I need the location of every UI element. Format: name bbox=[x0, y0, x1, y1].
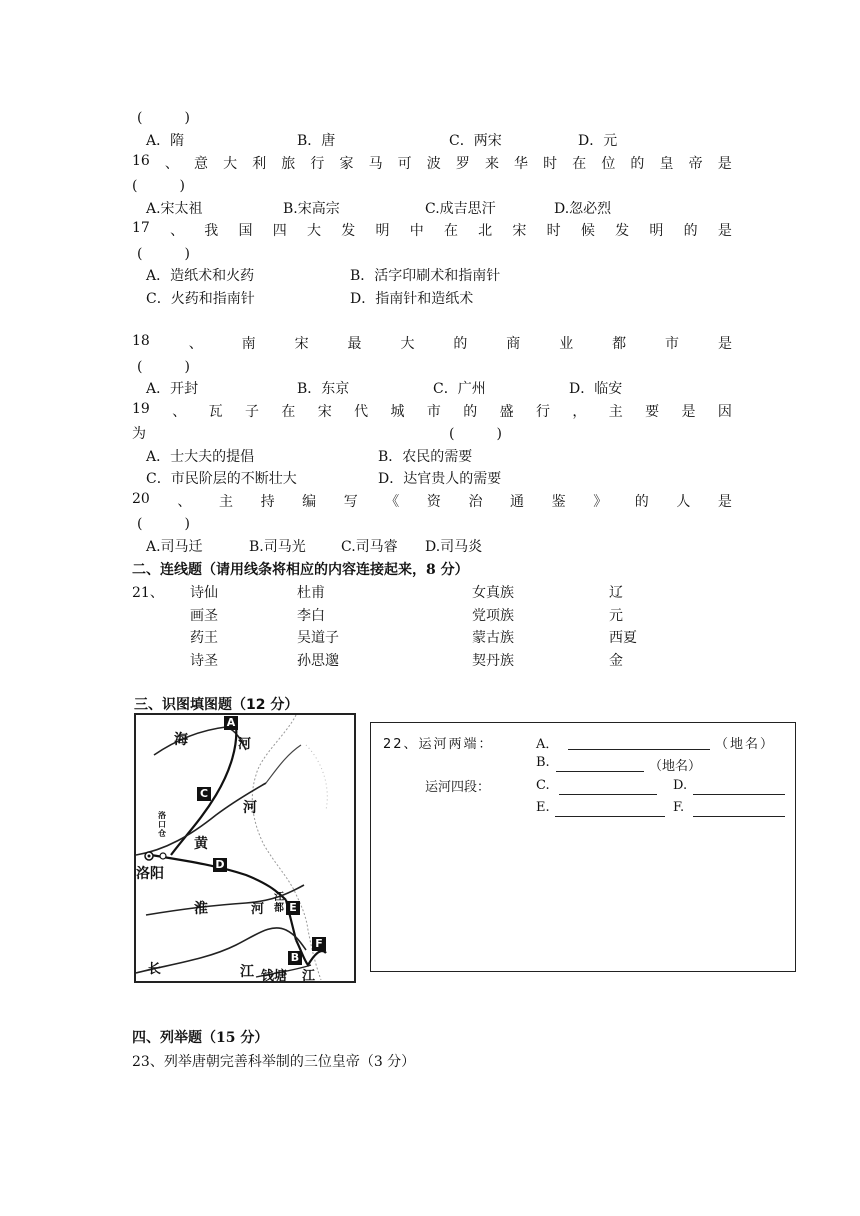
map-label-luoyang: 洛阳 bbox=[136, 866, 164, 882]
q22-four-sections: 运河四段： bbox=[425, 780, 491, 795]
map-marker-e: E bbox=[286, 901, 300, 915]
q15-option-b: B．唐 bbox=[297, 133, 336, 149]
match-col3-item: 契丹族 bbox=[472, 653, 514, 669]
q22-a-label: A． bbox=[536, 737, 559, 752]
q22-b-label: B. bbox=[536, 755, 550, 770]
match-col2-item: 吴道子 bbox=[297, 630, 339, 646]
q22-a-blank[interactable] bbox=[568, 735, 710, 750]
stem-char: 最 bbox=[347, 336, 362, 352]
q19-option-c: C．市民阶层的不断壮大 bbox=[146, 471, 297, 487]
luoyang-marker-dot bbox=[148, 855, 151, 858]
stem-char: 发 bbox=[341, 223, 356, 239]
q22-f-label: F. bbox=[673, 800, 685, 815]
stem-char: 四 bbox=[272, 223, 287, 239]
stem-char: 16 bbox=[132, 153, 150, 169]
q22-c-label: C. bbox=[536, 778, 550, 793]
stem-char: 帝 bbox=[688, 156, 703, 172]
q16-paren: ( ) bbox=[132, 178, 185, 194]
q18-option-b: B．东京 bbox=[297, 381, 350, 397]
map-label-he: 河 bbox=[238, 737, 252, 752]
q16-option-c: C.成吉思汗 bbox=[425, 201, 496, 217]
q18-option-c: C．广州 bbox=[433, 381, 486, 397]
section2-title: 二、连线题（请用线条将相应的内容连接起来，8 分） bbox=[132, 562, 469, 578]
stem-char: 是 bbox=[717, 494, 732, 510]
match-col2-item: 李白 bbox=[297, 608, 325, 624]
q18-option-d: D．临安 bbox=[569, 381, 623, 397]
match-col4-item: 西夏 bbox=[609, 630, 637, 646]
stem-char: 因 bbox=[717, 404, 732, 420]
stem-char: 家 bbox=[339, 156, 354, 172]
q19-option-a: A．士大夫的提倡 bbox=[146, 449, 255, 465]
q17-stem bbox=[132, 220, 732, 240]
stem-char: 马 bbox=[368, 156, 383, 172]
match-col1-item: 诗圣 bbox=[190, 653, 218, 669]
q19-stem-continued: 为 bbox=[132, 426, 146, 442]
q18-stem bbox=[132, 333, 732, 353]
stem-char: 宋 bbox=[317, 404, 332, 420]
q20-option-b: B.司马光 bbox=[249, 539, 306, 555]
q19-option-b: B．农民的需要 bbox=[378, 449, 473, 465]
map-label-huai: 淮 bbox=[194, 901, 208, 917]
stem-char: 鉴 bbox=[551, 494, 566, 510]
q22-lead: 22、运河两端： bbox=[383, 737, 494, 752]
q15-option-d: D．元 bbox=[578, 133, 618, 149]
q20-option-a: A.司马迁 bbox=[146, 539, 203, 555]
stem-char: 是 bbox=[681, 404, 696, 420]
stem-char: 国 bbox=[238, 223, 253, 239]
q22-answer-box bbox=[370, 722, 796, 972]
stem-char: 候 bbox=[580, 223, 595, 239]
stem-char: 华 bbox=[514, 156, 529, 172]
stem-char: 行 bbox=[535, 404, 550, 420]
map-label-jiang: 江 bbox=[302, 969, 316, 984]
map-label-qiantang: 钱塘 bbox=[261, 969, 288, 984]
q17-option-c: C．火药和指南针 bbox=[146, 291, 255, 307]
q17-option-a: A．造纸术和火药 bbox=[146, 268, 255, 284]
stem-char: 通 bbox=[510, 494, 525, 510]
match-col1-item: 诗仙 bbox=[190, 585, 218, 601]
q20-stem bbox=[132, 491, 732, 511]
q20-option-d: D.司马炎 bbox=[425, 539, 483, 555]
stem-char: 位 bbox=[601, 156, 616, 172]
stem-char: 南 bbox=[241, 336, 256, 352]
stem-char: 大 bbox=[223, 156, 238, 172]
q22-f-blank[interactable] bbox=[693, 802, 785, 817]
match-col1-item: 画圣 bbox=[190, 608, 218, 624]
q22-d-blank[interactable] bbox=[693, 780, 785, 795]
stem-char: 利 bbox=[252, 156, 267, 172]
stem-char: 是 bbox=[717, 336, 732, 352]
q22-e-blank[interactable] bbox=[555, 802, 665, 817]
stem-char: 持 bbox=[260, 494, 275, 510]
stem-char: 都 bbox=[612, 336, 627, 352]
stem-char: 19 bbox=[132, 401, 150, 417]
match-col2-item: 杜甫 bbox=[297, 585, 325, 601]
stem-char: 我 bbox=[204, 223, 219, 239]
stem-char: 在 bbox=[443, 223, 458, 239]
section3-title: 三、识图填图题（12 分） bbox=[134, 697, 299, 713]
stem-char: 中 bbox=[409, 223, 424, 239]
q23-text: 23、列举唐朝完善科举制的三位皇帝（3 分） bbox=[132, 1054, 416, 1070]
grand-canal-map bbox=[134, 713, 356, 983]
stem-char: 明 bbox=[649, 223, 664, 239]
q18-option-a: A．开封 bbox=[146, 381, 199, 397]
stem-char: 的 bbox=[453, 336, 468, 352]
stem-char: 行 bbox=[310, 156, 325, 172]
stem-char: 时 bbox=[546, 223, 561, 239]
stem-char: 代 bbox=[354, 404, 369, 420]
coastline bbox=[252, 715, 321, 980]
stem-char: 市 bbox=[426, 404, 441, 420]
stem-char: 明 bbox=[375, 223, 390, 239]
stem-char: 要 bbox=[645, 404, 660, 420]
q22-c-blank[interactable] bbox=[559, 780, 657, 795]
yellow-river-mouth bbox=[266, 745, 301, 783]
q16-option-b: B.宋高宗 bbox=[283, 201, 340, 217]
stem-char: 市 bbox=[665, 336, 680, 352]
stem-char: 来 bbox=[484, 156, 499, 172]
q16-option-d: D.忽必烈 bbox=[554, 201, 612, 217]
stem-char: 时 bbox=[543, 156, 558, 172]
stem-char: 在 bbox=[572, 156, 587, 172]
map-marker-d: D bbox=[213, 858, 227, 872]
stem-char: 18 bbox=[132, 333, 150, 349]
q22-b-suffix: （地名） bbox=[649, 759, 702, 774]
stem-char: 资 bbox=[426, 494, 441, 510]
q16-stem bbox=[132, 153, 732, 173]
stem-char: 宋 bbox=[294, 336, 309, 352]
stem-char: 宋 bbox=[512, 223, 527, 239]
match-col4-item: 元 bbox=[609, 608, 623, 624]
stem-char: 业 bbox=[559, 336, 574, 352]
stem-char: 皇 bbox=[659, 156, 674, 172]
stem-char: 、 bbox=[170, 223, 185, 239]
stem-char: 瓦 bbox=[208, 404, 223, 420]
luokoucang-marker bbox=[160, 853, 166, 859]
stem-char: 北 bbox=[478, 223, 493, 239]
map-label-luokoucang: 洛口仓 bbox=[158, 810, 166, 838]
stem-char: 的 bbox=[463, 404, 478, 420]
coastline bbox=[306, 745, 327, 810]
q19-paren: ( ) bbox=[449, 426, 502, 442]
stem-char: 盛 bbox=[499, 404, 514, 420]
stem-char: 大 bbox=[307, 223, 321, 239]
q19-stem bbox=[132, 401, 732, 421]
stem-char: 编 bbox=[302, 494, 317, 510]
stem-char: 、 bbox=[164, 156, 179, 172]
stem-char: 大 bbox=[400, 336, 415, 352]
map-label-huang: 黄 bbox=[194, 836, 208, 852]
stem-char: 子 bbox=[244, 404, 259, 420]
stem-char: 意 bbox=[194, 156, 209, 172]
map-label-chang: 长 bbox=[148, 962, 162, 977]
stem-char: 治 bbox=[468, 494, 483, 510]
stem-char: 城 bbox=[390, 404, 405, 420]
stem-char: 写 bbox=[343, 494, 358, 510]
section4-title: 四、列举题（15 分） bbox=[132, 1030, 269, 1046]
q15-option-c: C．两宋 bbox=[449, 133, 502, 149]
q20-paren: ( ) bbox=[137, 516, 190, 532]
map-label-he: 河 bbox=[251, 902, 265, 917]
match-col3-item: 党项族 bbox=[472, 608, 514, 624]
map-label-hai: 海 bbox=[174, 732, 188, 748]
match-col4-item: 金 bbox=[609, 653, 623, 669]
q19-option-d: D．达官贵人的需要 bbox=[378, 471, 502, 487]
hai-river bbox=[154, 727, 246, 755]
stem-char: 的 bbox=[630, 156, 645, 172]
map-label-he: 河 bbox=[243, 800, 257, 816]
match-col2-item: 孙思邈 bbox=[297, 653, 339, 669]
stem-char: 人 bbox=[676, 494, 691, 510]
stem-char: ， bbox=[572, 404, 587, 420]
q22-b-blank[interactable] bbox=[556, 757, 644, 772]
match-col3-item: 女真族 bbox=[472, 585, 514, 601]
stem-char: 、 bbox=[177, 494, 192, 510]
match-col1-item: 药王 bbox=[190, 630, 218, 646]
map-marker-f: F bbox=[312, 937, 326, 951]
stem-char: 、 bbox=[172, 404, 187, 420]
map-label-jiang: 江 bbox=[240, 964, 254, 980]
stem-char: 主 bbox=[218, 494, 233, 510]
stem-char: 》 bbox=[593, 494, 608, 510]
q17-option-b: B．活字印刷术和指南针 bbox=[350, 268, 501, 284]
stem-char: 商 bbox=[506, 336, 521, 352]
match-col4-item: 辽 bbox=[609, 585, 623, 601]
stem-char: 的 bbox=[634, 494, 649, 510]
match-col3-item: 蒙古族 bbox=[472, 630, 514, 646]
q15-paren: ( ) bbox=[137, 110, 190, 126]
stem-char: 旅 bbox=[281, 156, 296, 172]
stem-char: 波 bbox=[426, 156, 441, 172]
q21-number: 21、 bbox=[132, 585, 164, 601]
map-label-jiangdu: 江都 bbox=[274, 892, 284, 914]
q20-option-c: C.司马睿 bbox=[341, 539, 398, 555]
stem-char: 20 bbox=[132, 491, 150, 507]
map-marker-b: B bbox=[288, 951, 302, 965]
stem-char: 是 bbox=[717, 156, 732, 172]
stem-char: 的 bbox=[683, 223, 698, 239]
q22-d-label: D. bbox=[673, 778, 688, 793]
stem-char: 是 bbox=[717, 223, 732, 239]
stem-char: 在 bbox=[281, 404, 296, 420]
stem-char: 《 bbox=[385, 494, 400, 510]
q17-option-d: D．指南针和造纸术 bbox=[350, 291, 474, 307]
q22-a-suffix: （地名） bbox=[715, 737, 776, 752]
stem-char: 罗 bbox=[455, 156, 470, 172]
stem-char: 主 bbox=[608, 404, 623, 420]
q18-paren: ( ) bbox=[137, 359, 190, 375]
q16-option-a: A.宋太祖 bbox=[146, 201, 203, 217]
q15-option-a: A．隋 bbox=[146, 133, 185, 149]
map-marker-a: A bbox=[224, 716, 238, 730]
q22-e-label: E. bbox=[536, 800, 550, 815]
stem-char: 17 bbox=[132, 220, 150, 236]
map-marker-c: C bbox=[197, 787, 211, 801]
stem-char: 、 bbox=[188, 336, 203, 352]
q17-paren: ( ) bbox=[137, 246, 190, 262]
stem-char: 可 bbox=[397, 156, 412, 172]
stem-char: 发 bbox=[615, 223, 630, 239]
